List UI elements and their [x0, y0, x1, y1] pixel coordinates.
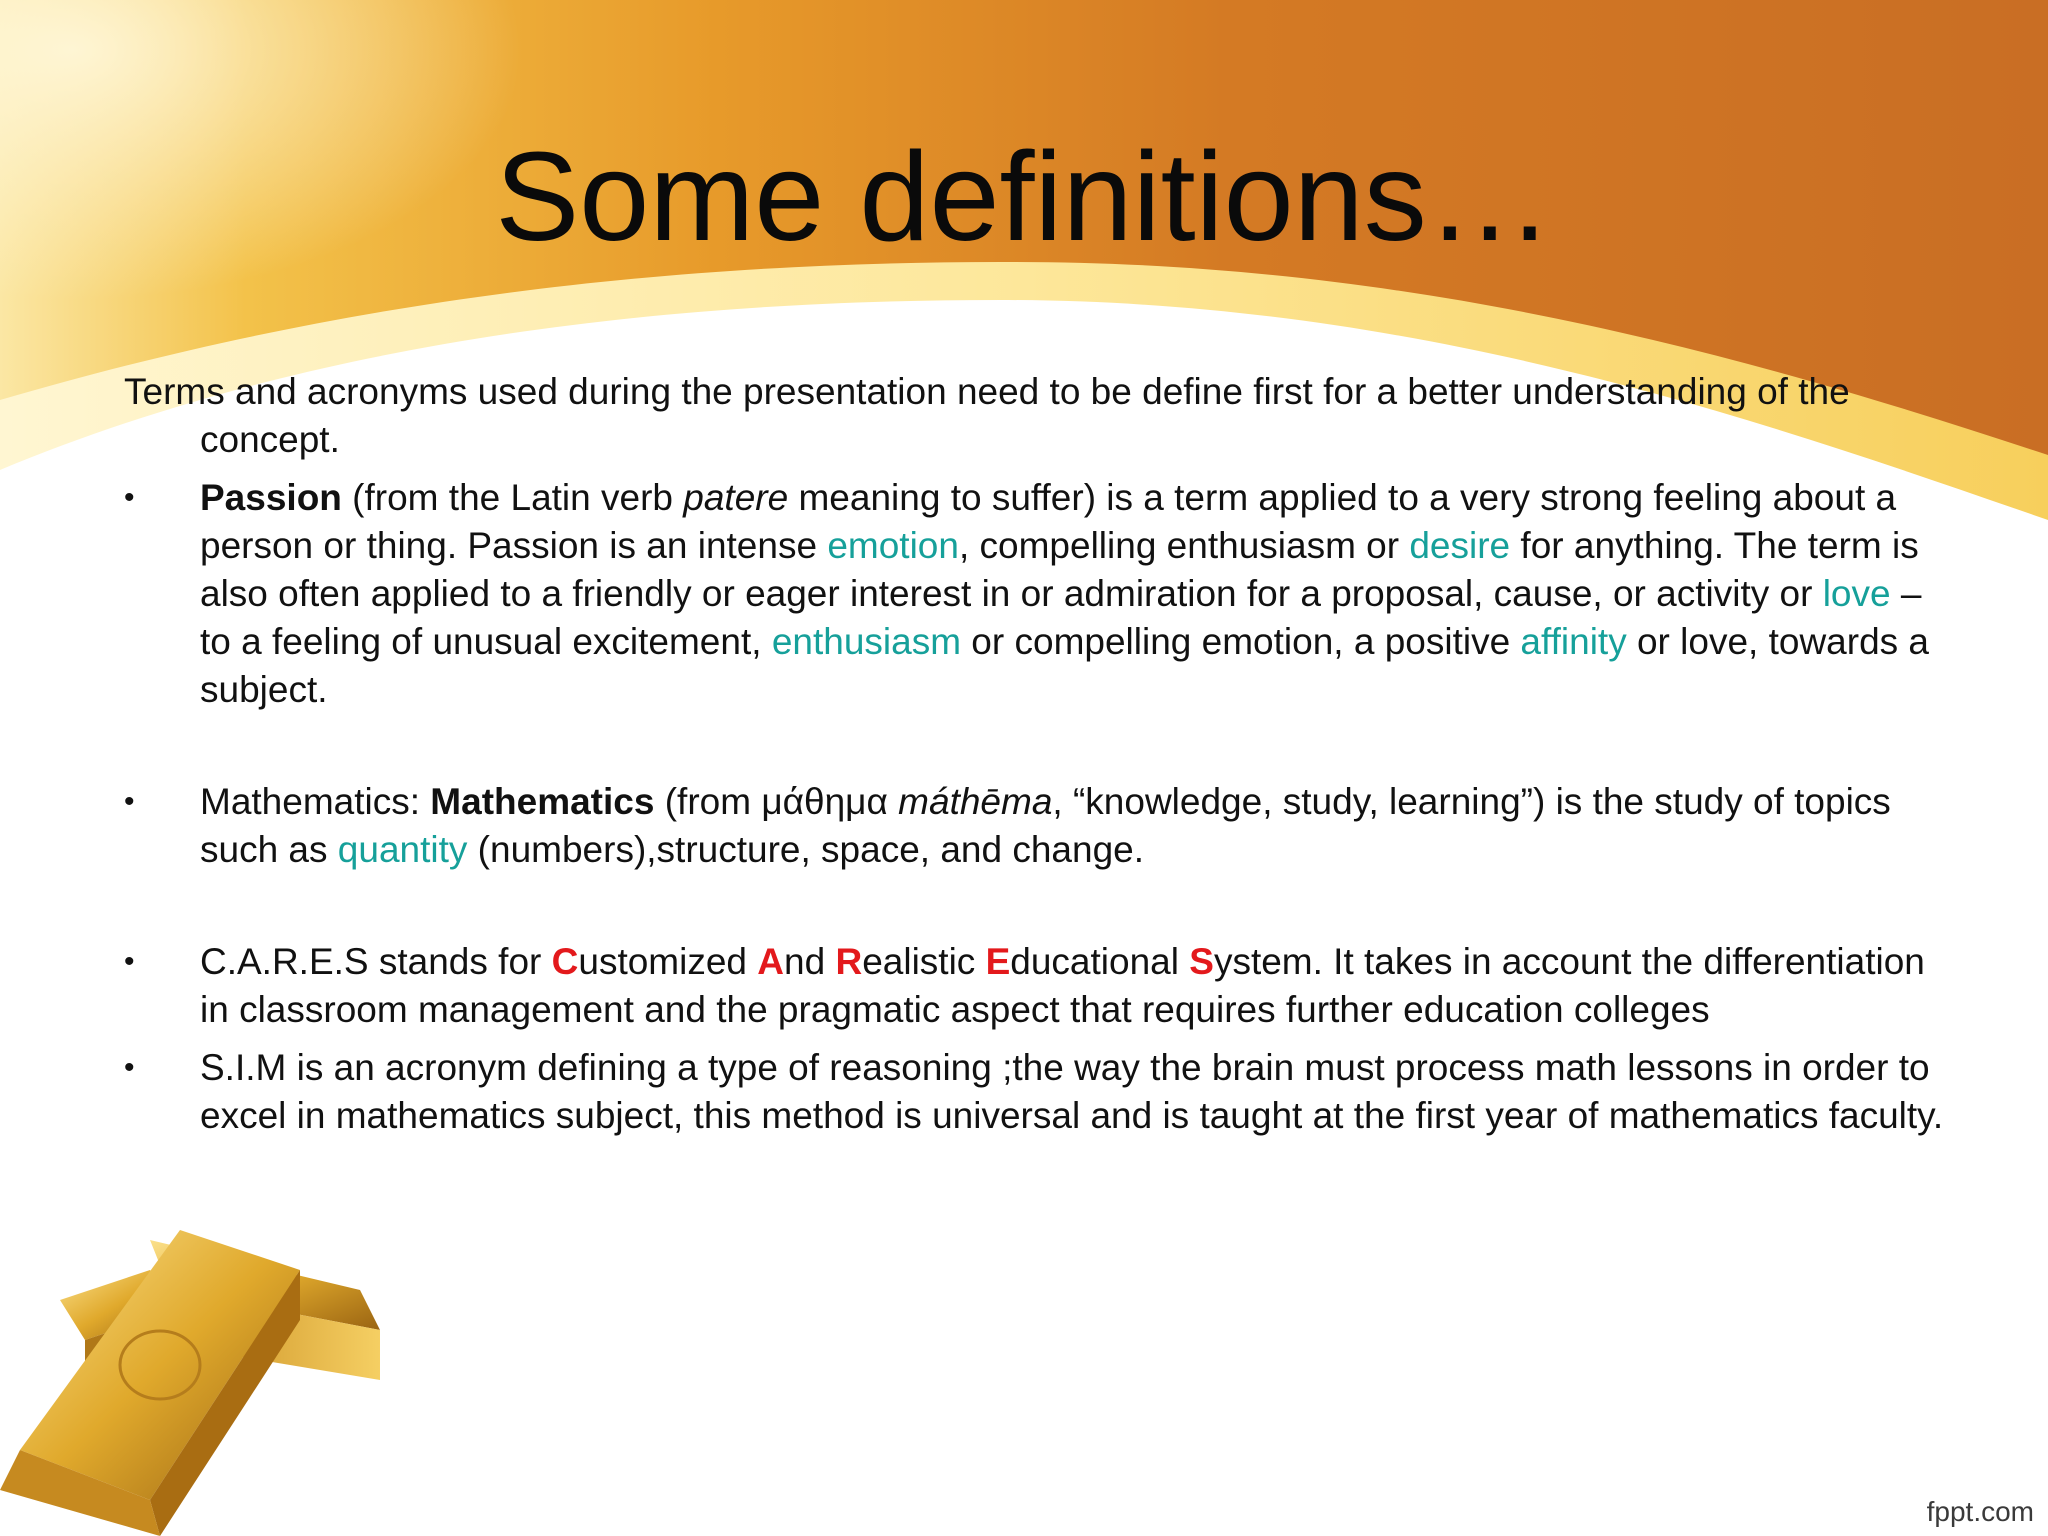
term-passion: Passion	[200, 477, 342, 518]
text-span: (from the Latin verb	[341, 477, 684, 518]
text-span: (numbers),structure, space, and change.	[467, 829, 1145, 870]
link-desire[interactable]: desire	[1409, 525, 1511, 566]
text-span: , compelling enthusiasm or	[958, 525, 1410, 566]
link-quantity[interactable]: quantity	[337, 829, 468, 870]
slide-title: Some definitions…	[495, 126, 1553, 267]
text-span: for anything. The term is also often applied to a friendly or eager interest in or admiration for a proposal, cause, or activity or	[200, 525, 1919, 614]
text-span: Mathematics:	[200, 781, 431, 822]
intro-paragraph: Terms and acronyms used during the presentation need to be define first for a better understanding of the concept.	[124, 371, 1850, 460]
transliteration: máthēma	[898, 781, 1053, 822]
text-span: – to a feeling of unusual excitement,	[200, 573, 1922, 662]
bullet-dot: •	[124, 945, 135, 978]
text-span: (from μάθημα	[654, 781, 899, 822]
bullet-mathematics	[124, 778, 1944, 874]
bullet-cares	[124, 938, 1944, 1034]
fppt-watermark: fppt.com	[1926, 1496, 2034, 1527]
link-love[interactable]: love	[1822, 573, 1891, 614]
text-span: ustomized	[578, 941, 758, 982]
acronym-letter-e: E	[985, 941, 1011, 982]
link-affinity[interactable]: affinity	[1520, 621, 1627, 662]
latin-word: patere	[683, 477, 789, 518]
bullet-dot: •	[124, 785, 135, 818]
bullet-dot: •	[124, 1051, 135, 1084]
bullet-passion	[124, 474, 1944, 714]
slide-body	[124, 368, 1944, 1140]
text-span: ystem. It takes in account the differentiation in classroom management and the pragmatic aspect that requires further education colleges	[200, 941, 1925, 1030]
acronym-letter-s: S	[1189, 941, 1214, 982]
gold-bars-icon	[0, 1180, 400, 1536]
link-emotion[interactable]: emotion	[827, 525, 959, 566]
acronym-letter-c: C	[551, 941, 579, 982]
bullet-sim	[124, 1044, 1944, 1140]
text-span: C.A.R.E.S stands for	[200, 941, 552, 982]
acronym-letter-a: A	[757, 941, 785, 982]
term-mathematics: Mathematics	[430, 781, 655, 822]
link-enthusiasm[interactable]: enthusiasm	[771, 621, 962, 662]
text-span: or compelling emotion, a positive	[961, 621, 1521, 662]
text-span: ducational	[1010, 941, 1190, 982]
text-span: S.I.M is an acronym defining a type of reasoning ;the way the brain must process math lessons in order to excel in mathematics subject, this method is universal and is taught at the first year of mathematics faculty.	[200, 1047, 1944, 1136]
text-span: ealistic	[862, 941, 986, 982]
text-span: , “knowledge, study, learning”) is the study of topics such as	[200, 781, 1891, 870]
text-span: meaning to suffer) is a term applied to a very strong feeling about a person or thing. Passion is an intense	[200, 477, 1897, 566]
bullet-dot: •	[124, 481, 135, 514]
acronym-letter-r: R	[835, 941, 863, 982]
text-span: nd	[784, 941, 836, 982]
text-span: or love, towards a subject.	[200, 621, 1930, 710]
